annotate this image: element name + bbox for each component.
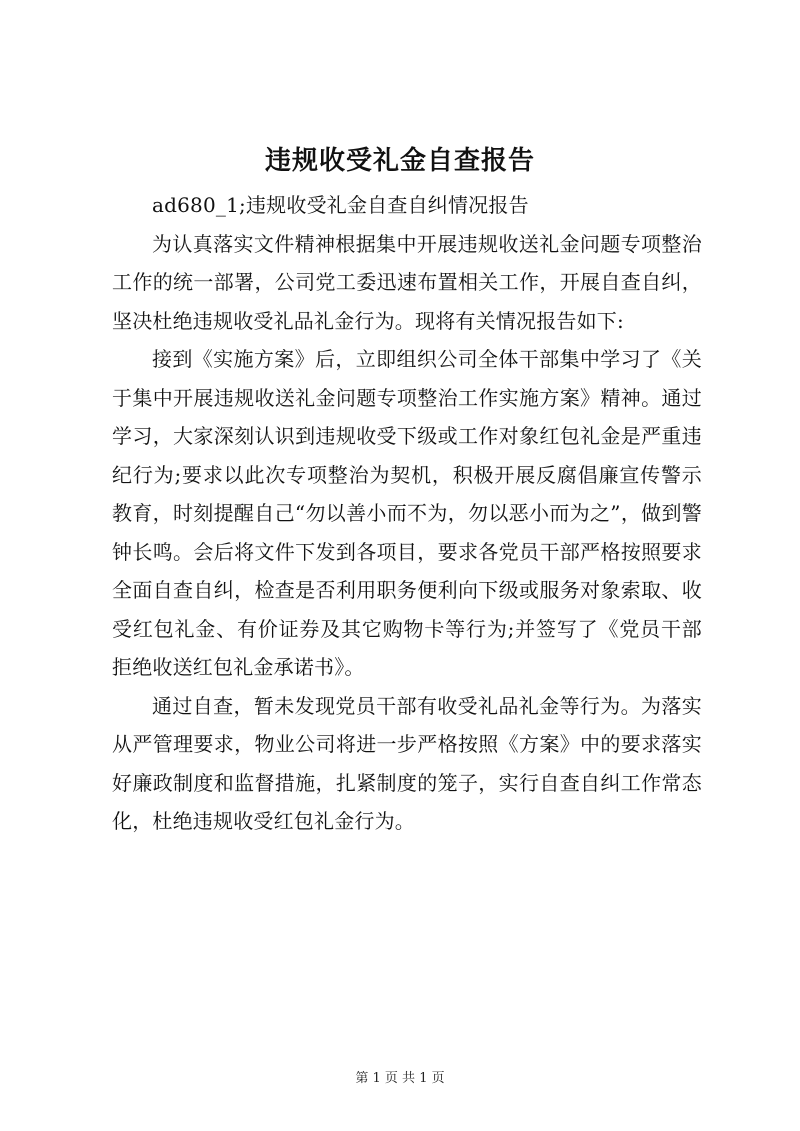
paragraph-subtitle: ad680_1;违规收受礼金自查自纠情况报告: [152, 193, 529, 217]
paragraph-conclusion: 通过自查，暂未发现党员干部有收受礼品礼金等行为。为落实从严管理要求，物业公司将进一步严格按照《方案》中的要求落实好廉政制度和监督措施，扎紧制度的笼子，实行自查自纠工作常态化，杜绝违规收受红包礼金行为。: [112, 693, 702, 833]
paragraph-study: 接到《实施方案》后，立即组织公司全体干部集中学习了《关于集中开展违规收送礼金问题专项整治工作实施方案》精神。通过学习，大家深刻认识到违规收受下级或工作对象红包礼金是严重违纪行为;要求以此次专项整治为契机，积极开展反腐倡廉宣传警示教育，时刻提醒自己“勿以善小而不为，勿以恶小而为之”，做到警钟长鸣。会后将文件下发到各项目，要求各党员干部严格按照要求全面自查自纠，检查是否利用职务便利向下级或服务对象索取、收受红包礼金、有价证券及其它购物卡等行为;并签写了《党员干部拒绝收送红包礼金承诺书》。: [112, 347, 702, 679]
document-body: [112, 186, 702, 841]
paragraph-intro: 为认真落实文件精神根据集中开展违规收送礼金问题专项整治工作的统一部署，公司党工委迅速布置相关工作，开展自查自纠，坚决杜绝违规收受礼品礼金行为。现将有关情况报告如下:: [112, 231, 702, 333]
document-title: 违规收受礼金自查报告: [264, 146, 535, 176]
page-footer: 第 1 页 共 1 页: [355, 1071, 445, 1086]
